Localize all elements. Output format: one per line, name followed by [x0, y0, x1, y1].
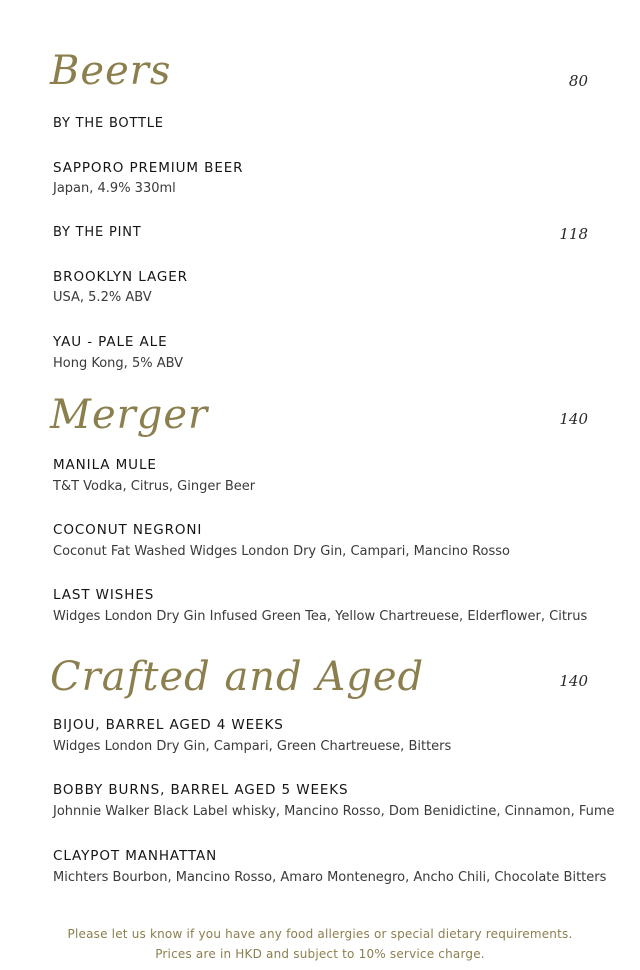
menu-item-name: BOBBY BURNS, BARREL AGED 5 WEEKS [53, 782, 349, 798]
subheading-by-the-pint: BY THE PINT [53, 225, 142, 240]
price-by-the-pint: 118 [559, 225, 588, 243]
menu-item-description: Widges London Dry Gin Infused Green Tea, Yellow Chartreuese, Elderflower, Citrus [53, 609, 588, 624]
section-title-crafted-and-aged: Crafted and Aged [50, 654, 425, 700]
menu-item-name: BIJOU, BARREL AGED 4 WEEKS [53, 717, 284, 733]
price-merger: 140 [559, 410, 588, 428]
subheading-by-the-bottle: BY THE BOTTLE [53, 116, 164, 131]
footer-allergy-note: Please let us know if you have any food allergies or special dietary requirements. [67, 927, 573, 941]
menu-item-name: LAST WISHES [53, 587, 155, 603]
price-beers: 80 [568, 72, 588, 90]
menu-item-description: Japan, 4.9% 330ml [53, 181, 176, 196]
footer-price-note: Prices are in HKD and subject to 10% service charge. [155, 947, 485, 961]
menu-item-name: MANILA MULE [53, 457, 157, 473]
menu-item-name: COCONUT NEGRONI [53, 522, 203, 538]
menu-item-description: Michters Bourbon, Mancino Rosso, Amaro Montenegro, Ancho Chili, Chocolate Bitters [53, 870, 607, 885]
menu-item-name: CLAYPOT MANHATTAN [53, 848, 218, 864]
menu-item-description: T&T Vodka, Citrus, Ginger Beer [53, 479, 256, 494]
menu-item-name: BROOKLYN LAGER [53, 269, 188, 285]
menu-item-description: Johnnie Walker Black Label whisky, Mancino Rosso, Dom Benidictine, Cinnamon, Fume [53, 804, 615, 819]
menu-item-description: USA, 5.2% ABV [53, 290, 152, 305]
menu-item-description: Widges London Dry Gin, Campari, Green Chartreuese, Bitters [53, 739, 452, 754]
price-crafted-and-aged: 140 [559, 672, 588, 690]
menu-item-description: Coconut Fat Washed Widges London Dry Gin, Campari, Mancino Rosso [53, 544, 510, 559]
menu-item-description: Hong Kong, 5% ABV [53, 356, 183, 371]
section-title-beers: Beers [50, 48, 172, 94]
section-title-merger: Merger [50, 392, 209, 438]
menu-item-name: YAU - PALE ALE [53, 334, 168, 350]
menu-item-name: SAPPORO PREMIUM BEER [53, 160, 244, 176]
